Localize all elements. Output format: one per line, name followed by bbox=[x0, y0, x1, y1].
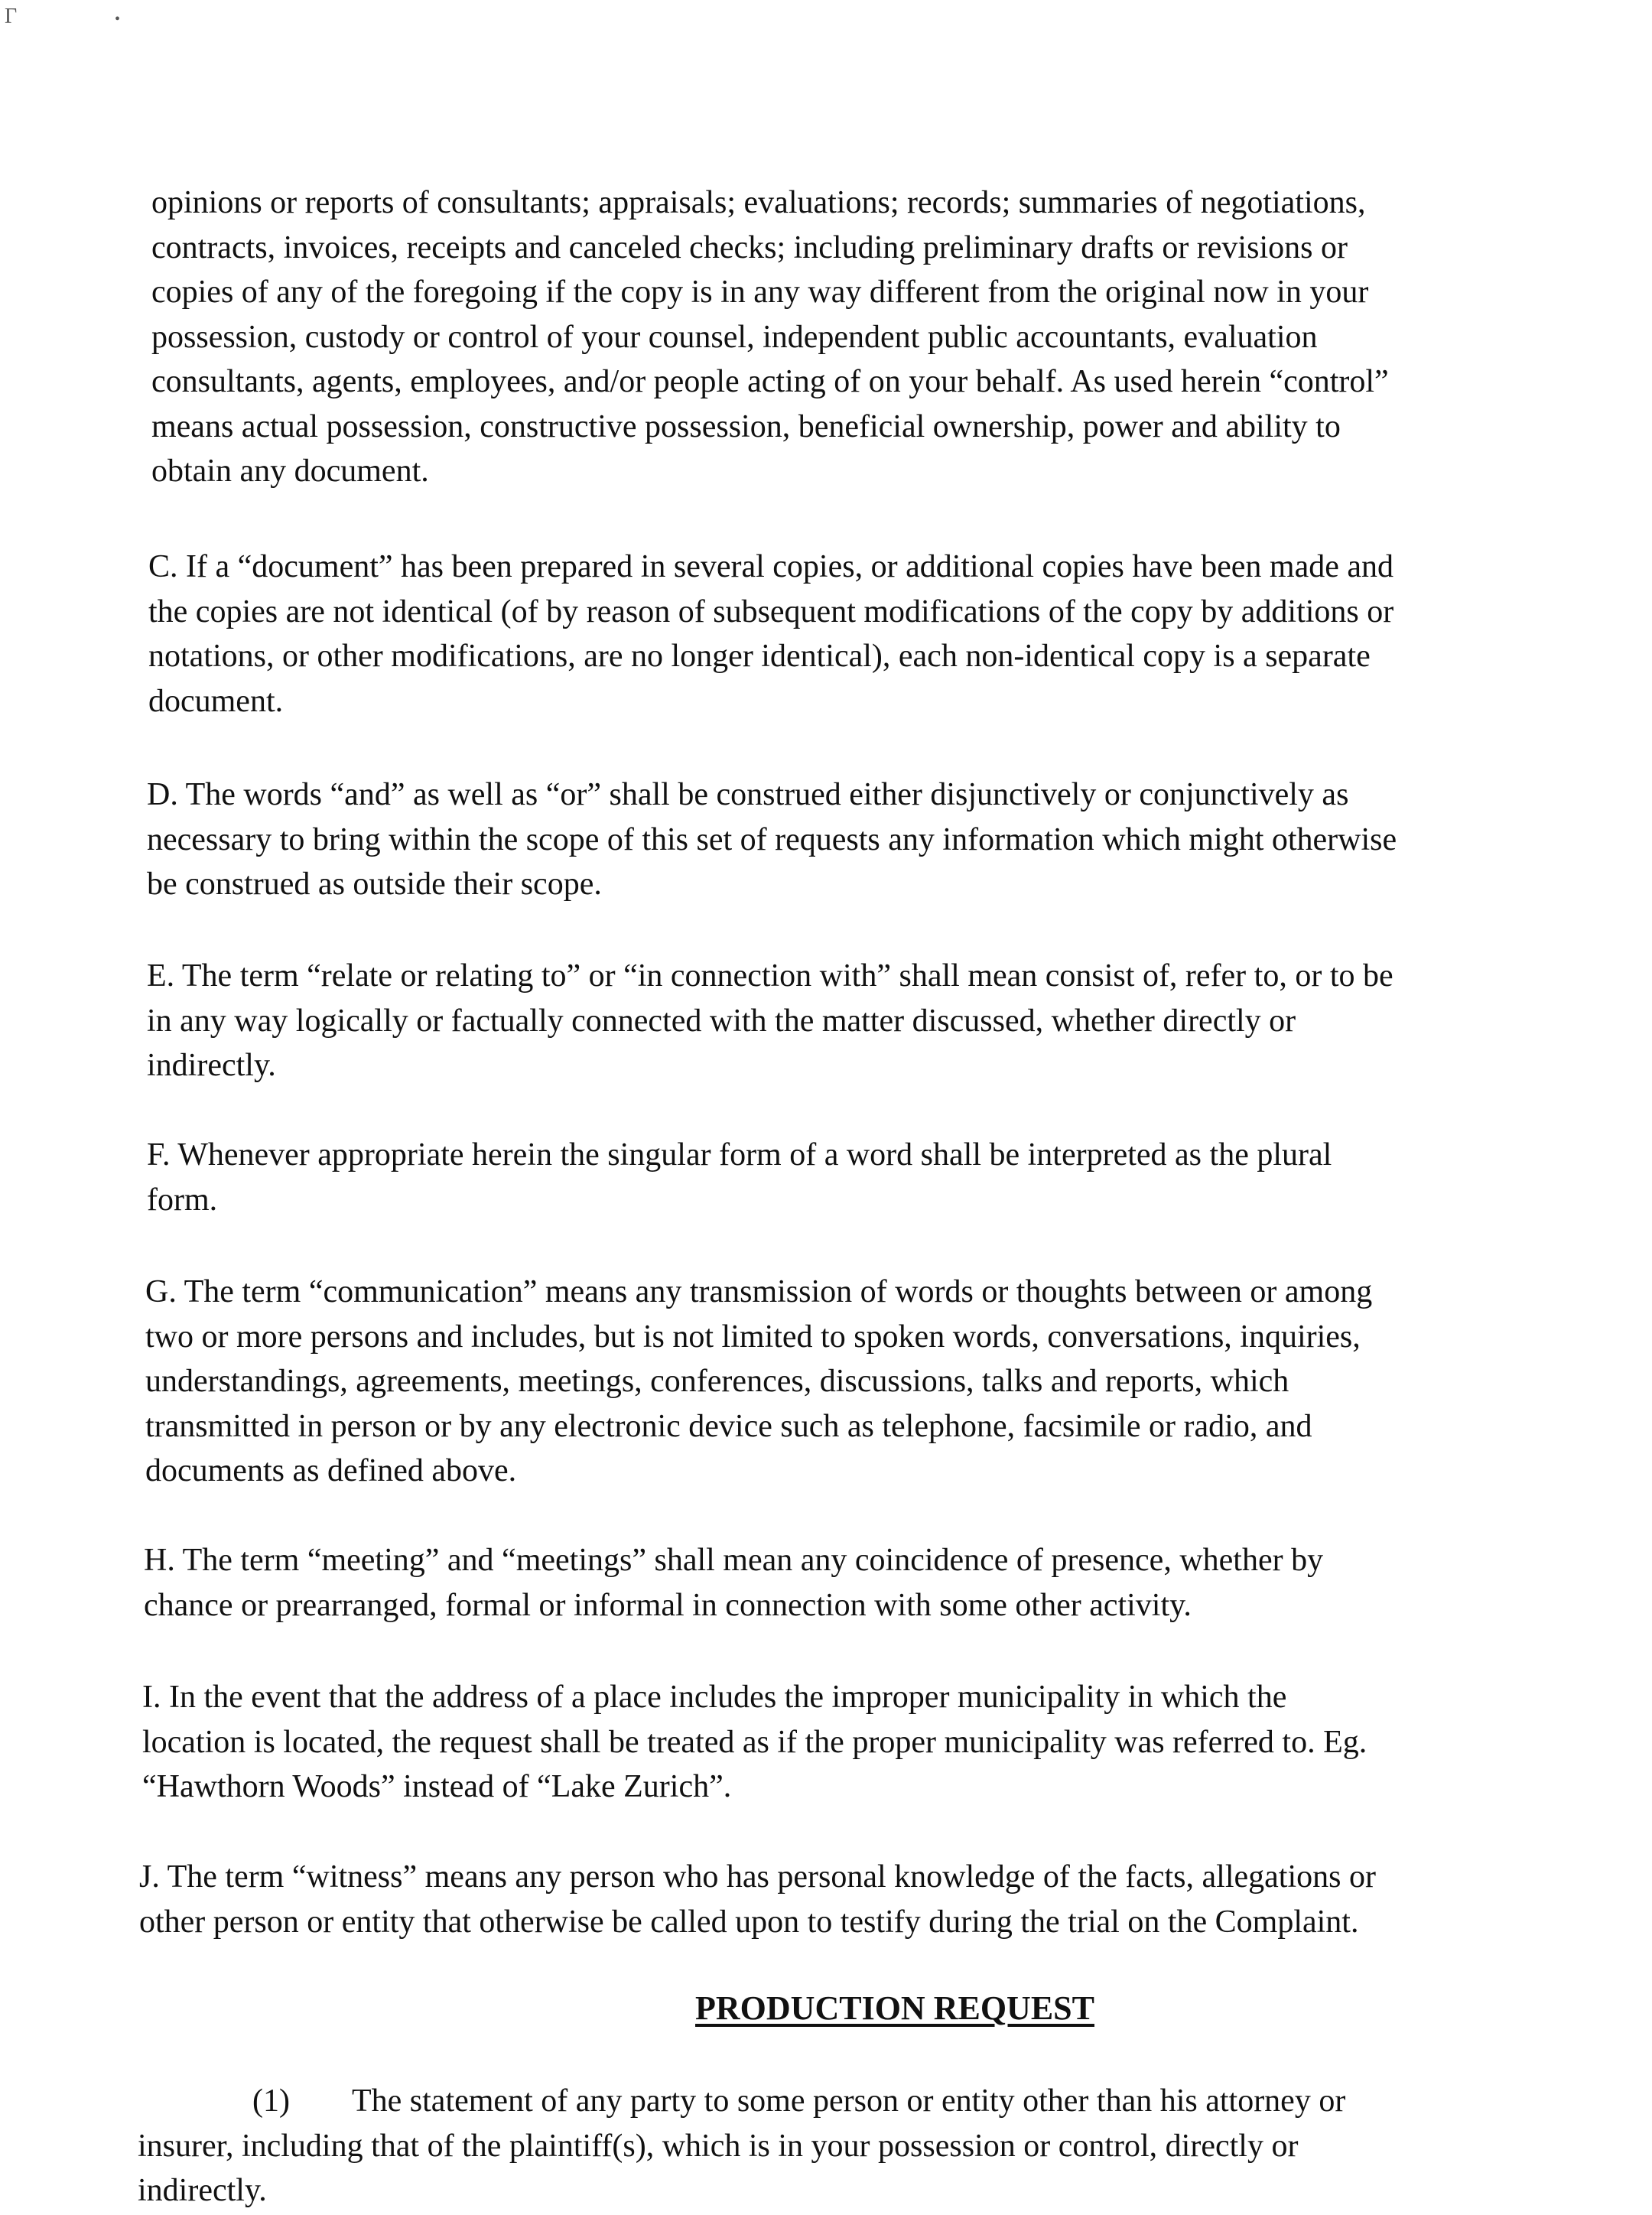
text-line: opinions or reports of consultants; appraisals; evaluations; records; summaries of negotiations, bbox=[151, 185, 1366, 220]
text-line: I. In the event that the address of a place includes the improper municipality in which the bbox=[142, 1680, 1287, 1715]
text-line: transmitted in person or by any electronic device such as telephone, facsimile or radio, and bbox=[145, 1408, 1312, 1444]
text-line: F. Whenever appropriate herein the singular form of a word shall be interpreted as the plural bbox=[147, 1137, 1332, 1173]
text-line: “Hawthorn Woods” instead of “Lake Zurich”. bbox=[142, 1769, 732, 1804]
scan-artifact-mark: Γ bbox=[5, 5, 18, 28]
text-line: The statement of any party to some person or entity other than his attorney or bbox=[352, 2083, 1346, 2119]
definition-h-paragraph bbox=[144, 1538, 1323, 1628]
definition-d-paragraph bbox=[147, 772, 1397, 907]
request-number: (1) bbox=[252, 2083, 290, 2119]
definition-i-paragraph bbox=[142, 1675, 1367, 1810]
production-request-item bbox=[138, 2079, 1345, 2213]
text-line: D. The words “and” as well as “or” shall be construed either disjunctively or conjunctively as bbox=[147, 777, 1349, 812]
text-line: C. If a “document” has been prepared in several copies, or additional copies have been made and bbox=[148, 549, 1393, 584]
text-line: in any way logically or factually connected with the matter discussed, whether directly or bbox=[147, 1003, 1296, 1039]
definition-e-paragraph bbox=[147, 954, 1393, 1088]
text-line: indirectly. bbox=[147, 1048, 276, 1083]
text-line: other person or entity that otherwise be called upon to testify during the trial on the Complaint. bbox=[139, 1904, 1359, 1940]
text-line: document. bbox=[148, 683, 284, 719]
heading-text: PRODUCTION REQUEST bbox=[695, 1989, 1094, 2027]
production-request-heading bbox=[0, 1989, 1652, 2028]
definition-j-paragraph bbox=[139, 1855, 1376, 1944]
request-first-line bbox=[138, 2079, 1345, 2124]
text-line: means actual possession, constructive possession, beneficial ownership, power and ability to bbox=[151, 408, 1341, 444]
text-line: chance or prearranged, formal or informal in connection with some other activity. bbox=[144, 1587, 1192, 1623]
text-line: the copies are not identical (of by reason of subsequent modifications of the copy by additions or bbox=[148, 594, 1394, 629]
text-line: contracts, invoices, receipts and canceled checks; including preliminary drafts or revisions or bbox=[151, 229, 1348, 265]
text-line: notations, or other modifications, are no longer identical), each non-identical copy is a separate bbox=[148, 639, 1371, 674]
scan-artifact-dot: • bbox=[115, 11, 121, 28]
text-line: indirectly. bbox=[138, 2173, 267, 2208]
text-line: location is located, the request shall be treated as if the proper municipality was referred to. Eg. bbox=[142, 1724, 1367, 1760]
text-line: understandings, agreements, meetings, conferences, discussions, talks and reports, which bbox=[145, 1364, 1289, 1399]
text-line: E. The term “relate or relating to” or “in connection with” shall mean consist of, refer to, or to be bbox=[147, 958, 1393, 994]
text-line: necessary to bring within the scope of this set of requests any information which might otherwise bbox=[147, 821, 1397, 857]
intro-paragraph bbox=[151, 181, 1389, 494]
definition-g-paragraph bbox=[145, 1270, 1372, 1494]
text-line: be construed as outside their scope. bbox=[147, 867, 602, 902]
text-line: obtain any document. bbox=[151, 454, 429, 489]
definition-f-paragraph bbox=[147, 1133, 1332, 1222]
text-line: H. The term “meeting” and “meetings” shall mean any coincidence of presence, whether by bbox=[144, 1543, 1324, 1578]
text-line: documents as defined above. bbox=[145, 1453, 517, 1488]
text-line: copies of any of the foregoing if the copy is in any way different from the original now in your bbox=[151, 275, 1369, 310]
definition-c-paragraph bbox=[148, 545, 1393, 724]
text-line: two or more persons and includes, but is not limited to spoken words, conversations, inquiries, bbox=[145, 1319, 1361, 1355]
text-line: insurer, including that of the plaintiff(s), which is in your possession or control, directly or bbox=[138, 2128, 1299, 2164]
text-line: consultants, agents, employees, and/or people acting of on your behalf. As used herein “control” bbox=[151, 364, 1389, 399]
text-line: J. The term “witness” means any person who has personal knowledge of the facts, allegations or bbox=[139, 1859, 1376, 1895]
text-line: G. The term “communication” means any transmission of words or thoughts between or among bbox=[145, 1274, 1373, 1309]
text-line: form. bbox=[147, 1182, 218, 1218]
text-line: possession, custody or control of your counsel, independent public accountants, evaluation bbox=[151, 319, 1318, 355]
